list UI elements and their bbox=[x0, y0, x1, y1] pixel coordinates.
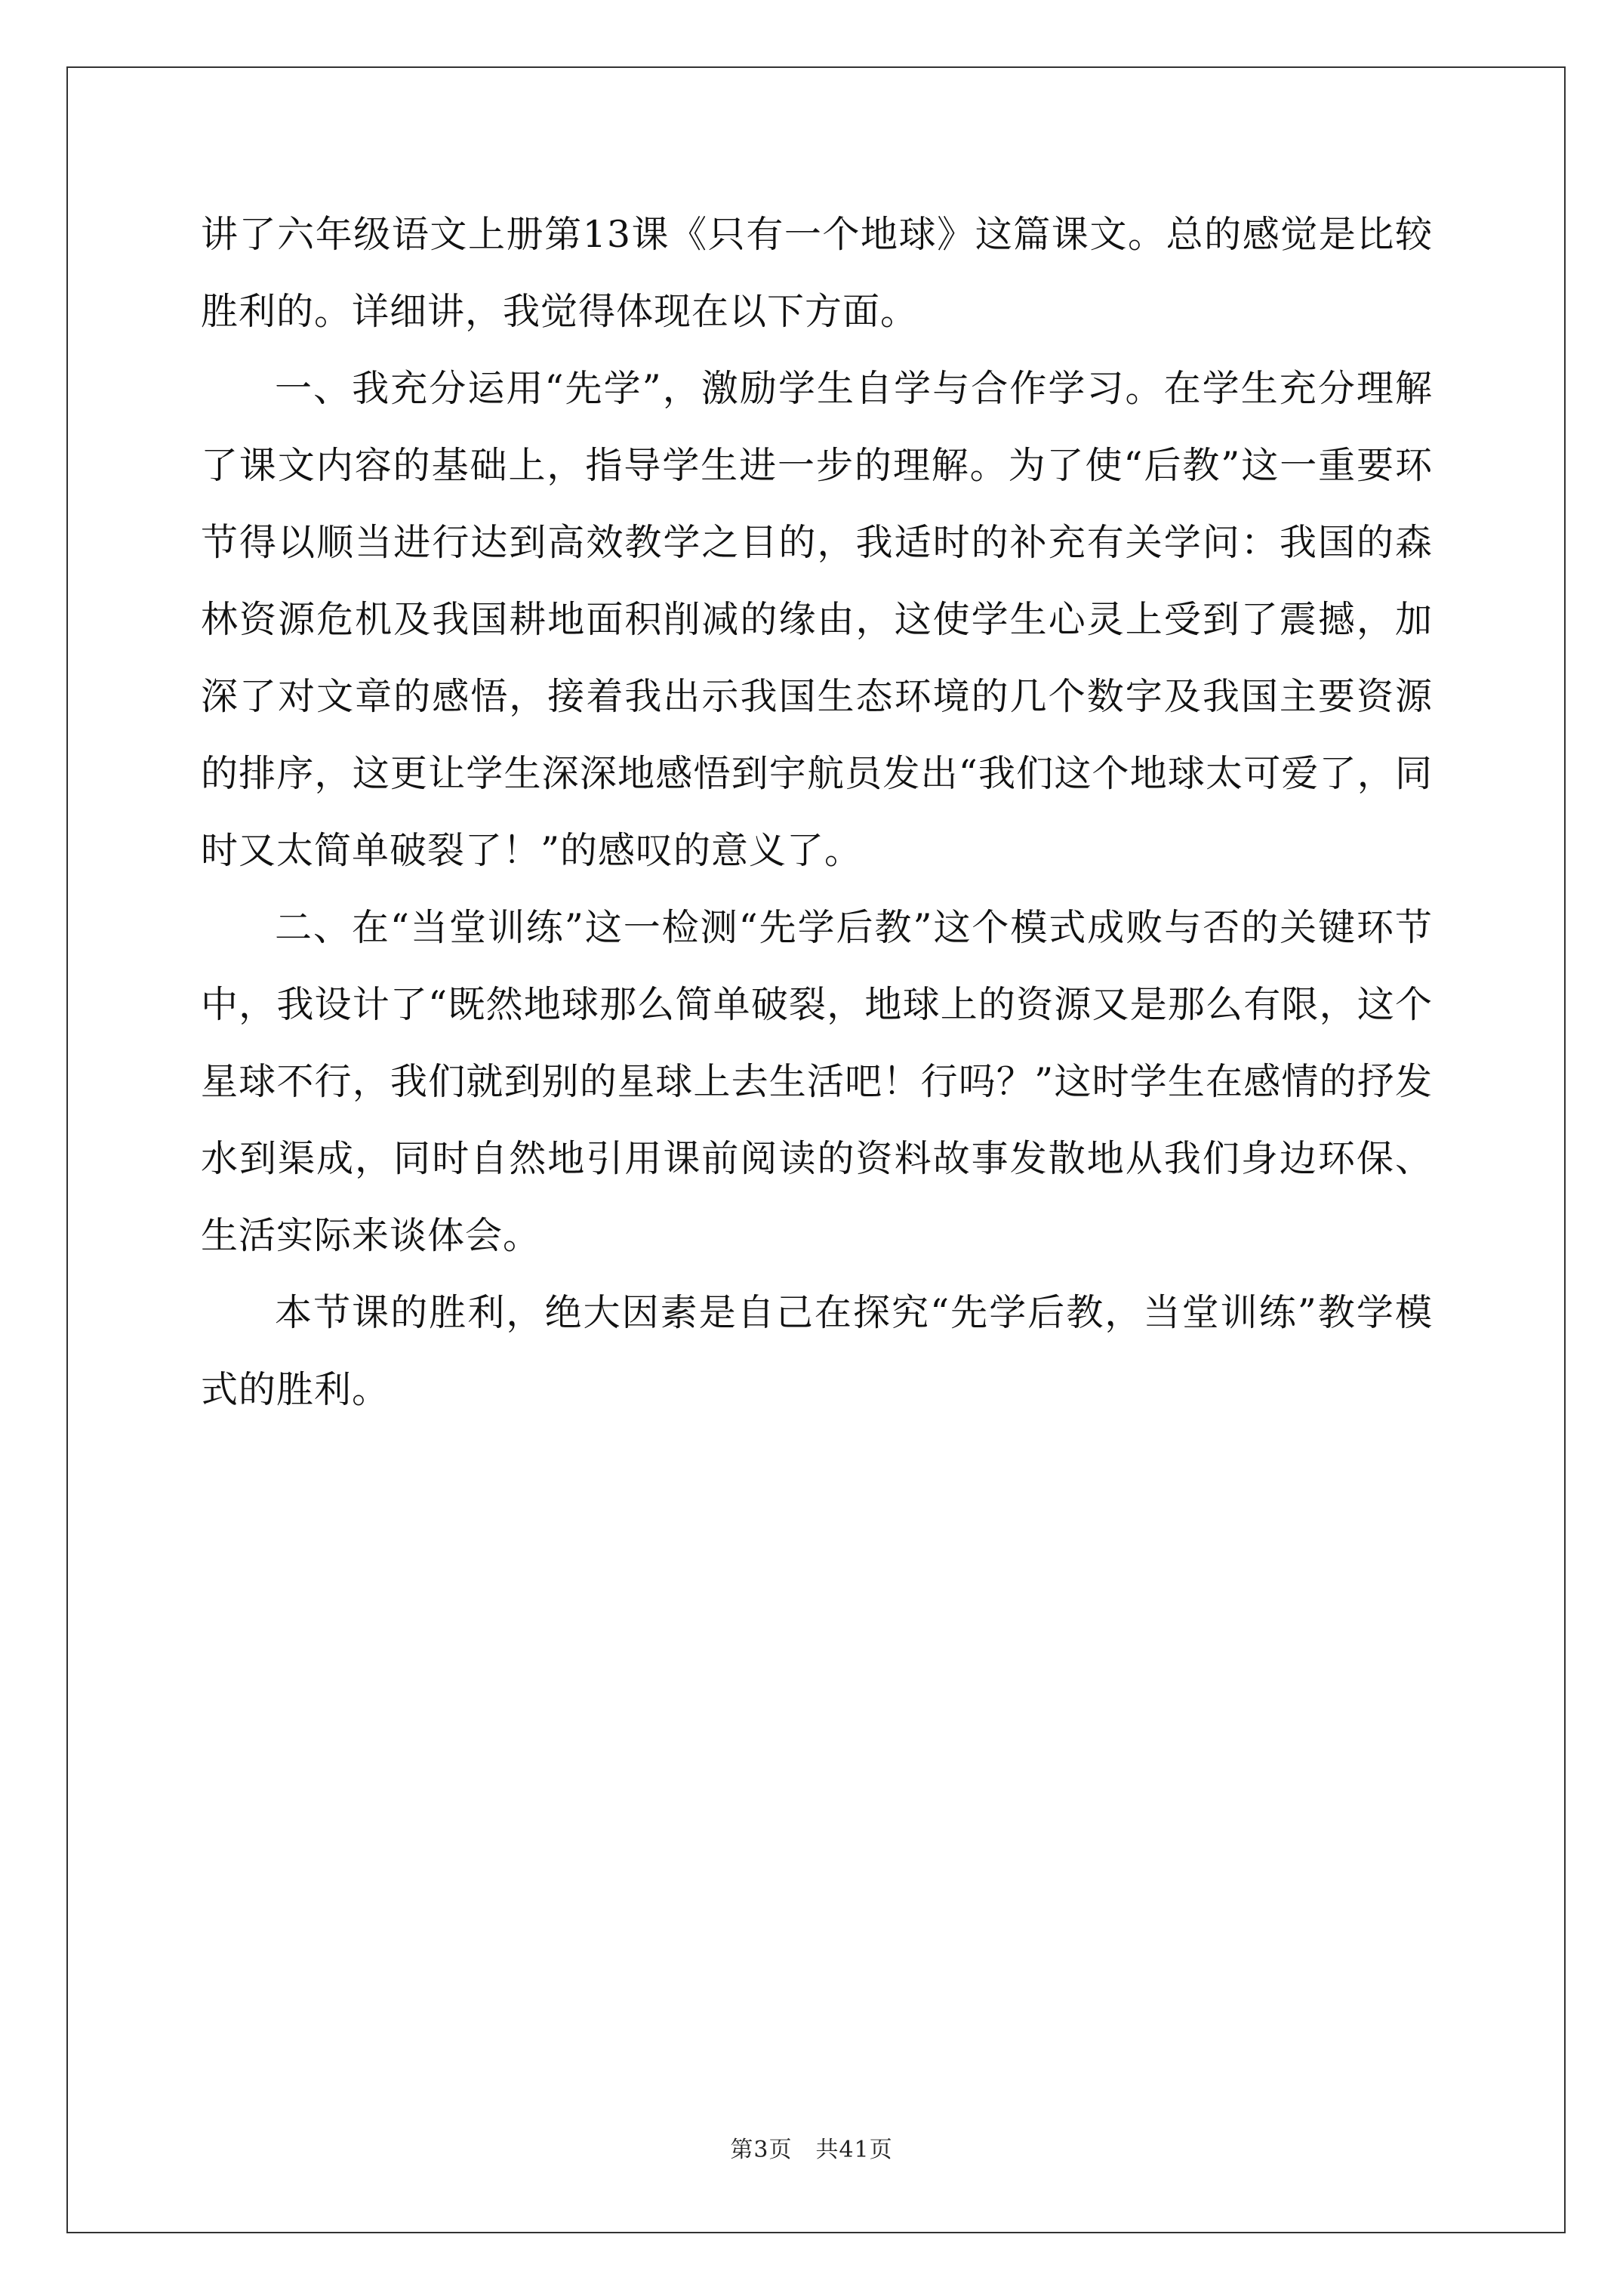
paragraph-3: 二、在“当堂训练”这一检测“先学后教”这个模式成败与否的关键环节中，我设计了“既然地球那么简单破裂，地球上的资源又是那么有限，这个星球不行，我们就到别的星球上去生活吧！行吗？”这时学生在感情的抒发水到渠成，同时自然地引用课前阅读的资料故事发散地从我们身边环保、生活实际来谈体会。 bbox=[201, 906, 1433, 1257]
document-body bbox=[201, 196, 1433, 1428]
paragraph-1: 讲了六年级语文上册第13课《只有一个地球》这篇课文。总的感觉是比较胜利的。详细讲，我觉得体现在以下方面。 bbox=[201, 213, 1433, 333]
page-number-label: 第3页 共41页 bbox=[730, 2137, 893, 2163]
paragraph-4: 本节课的胜利，绝大因素是自己在探究“先学后教，当堂训练”教学模式的胜利。 bbox=[201, 1291, 1433, 1411]
paragraph-2: 一、我充分运用“先学”，激励学生自学与合作学习。在学生充分理解了课文内容的基础上，指导学生进一步的理解。为了使“后教”这一重要环节得以顺当进行达到高效教学之目的，我适时的补充有关学问：我国的森林资源危机及我国耕地面积削减的缘由，这使学生心灵上受到了震撼，加深了对文章的感悟，接着我出示我国生态环境的几个数字及我国主要资源的排序，这更让学生深深地感悟到宇航员发出“我们这个地球太可爱了，同时又太简单破裂了！”的感叹的意义了。 bbox=[201, 367, 1433, 872]
page-footer bbox=[0, 2131, 1623, 2164]
